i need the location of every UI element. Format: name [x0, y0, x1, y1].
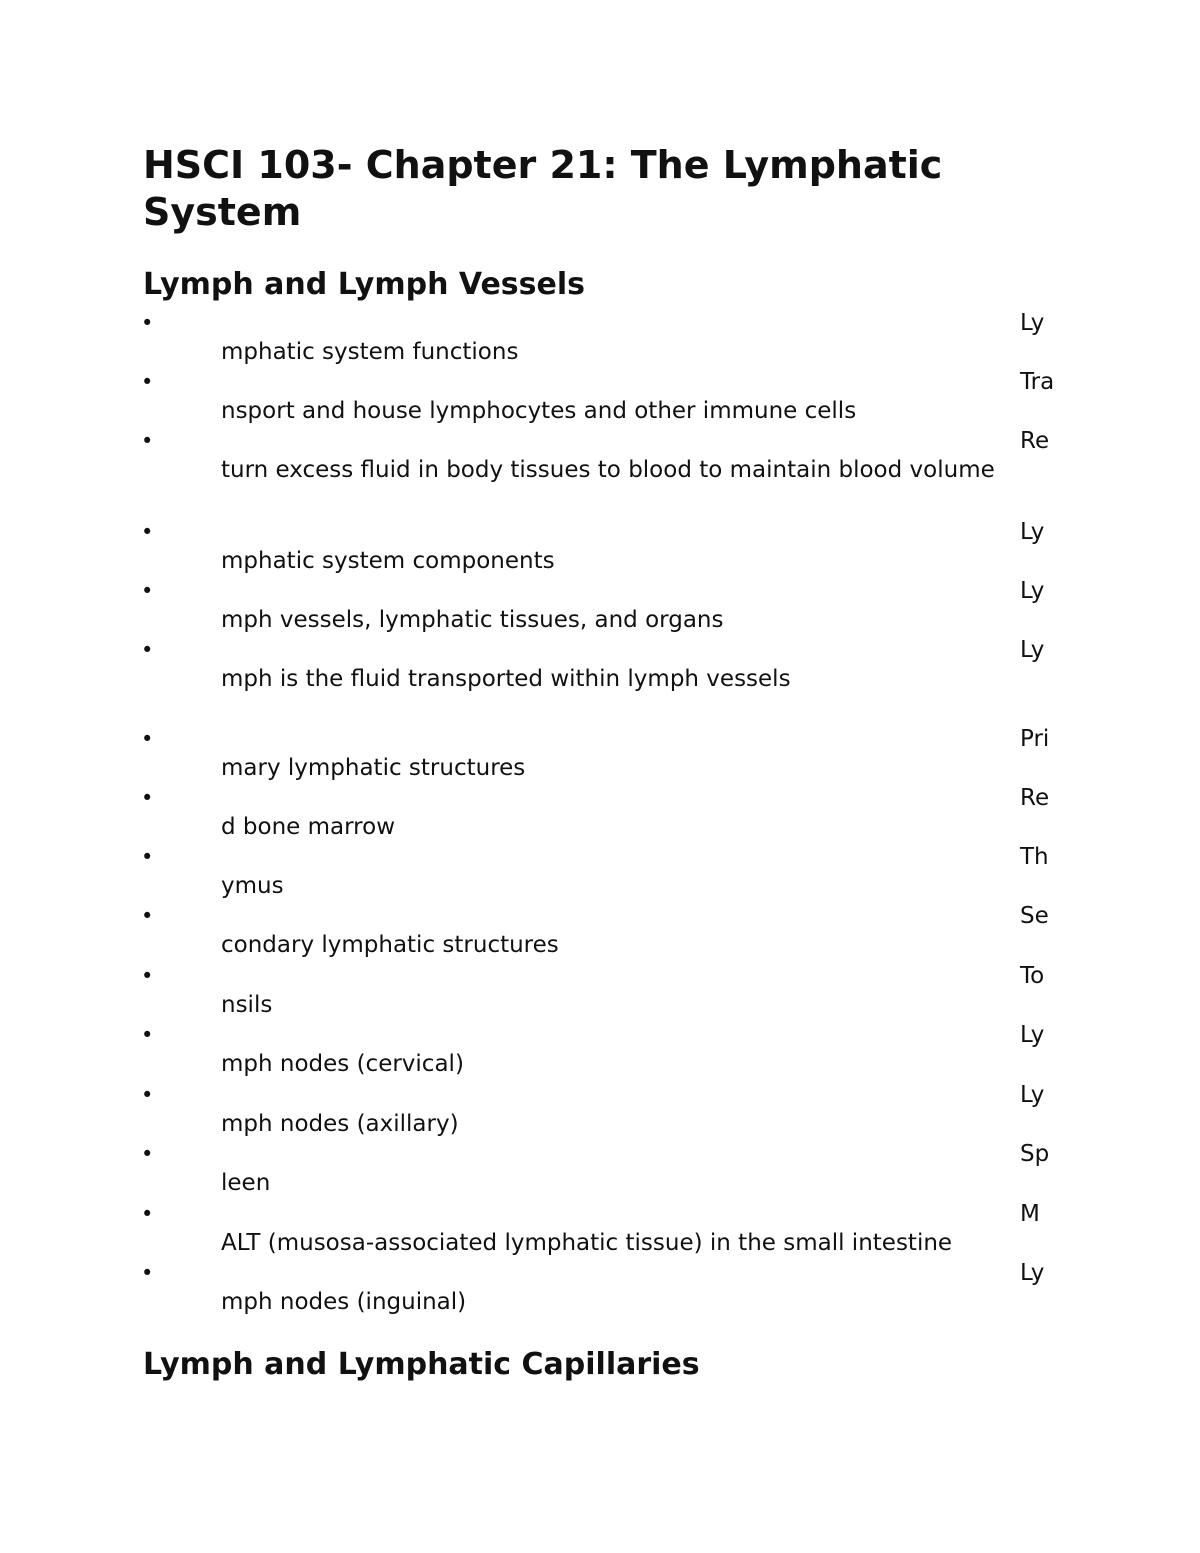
bullet-text-rest: mph nodes (axillary): [221, 1111, 459, 1137]
bullet-text-start: Ly: [1020, 1260, 1045, 1286]
bullet-text-start: Ly: [1020, 1082, 1045, 1108]
bullet-text-start: Ly: [1020, 1022, 1045, 1048]
bullet-text-rest: d bone marrow: [221, 814, 396, 840]
bullet-text-start: Se: [1020, 903, 1049, 929]
bullet-text-start: Ly: [1020, 578, 1045, 604]
bullet-icon: •: [141, 429, 154, 453]
bullet-icon: •: [141, 311, 154, 335]
bullet-icon: •: [141, 638, 154, 662]
bullet-text-rest: nsils: [221, 992, 273, 1018]
bullet-text-rest: mphatic system components: [221, 548, 555, 574]
bullet-text-rest: mph nodes (inguinal): [221, 1289, 467, 1315]
bullet-icon: •: [141, 1142, 154, 1166]
bullet-icon: •: [141, 520, 154, 544]
bullet-text-start: Pri: [1020, 726, 1050, 752]
bullet-text-rest: mary lymphatic structures: [221, 755, 526, 781]
bullet-text-rest: mphatic system functions: [221, 339, 519, 365]
bullet-text-rest: mph vessels, lymphatic tissues, and organs: [221, 607, 724, 633]
bullet-text-start: Ly: [1020, 637, 1045, 663]
bullet-text-rest: ymus: [221, 873, 284, 899]
bullet-text-rest: condary lymphatic structures: [221, 932, 559, 958]
bullet-text-start: M: [1020, 1201, 1040, 1227]
bullet-icon: •: [141, 579, 154, 603]
bullet-text-rest: mph nodes (cervical): [221, 1051, 464, 1077]
bullet-text-start: Ly: [1020, 310, 1045, 336]
bullet-text-rest: leen: [221, 1170, 271, 1196]
bullet-icon: •: [141, 1023, 154, 1047]
bullet-text-start: Sp: [1020, 1141, 1050, 1167]
bullet-text-start: Tra: [1020, 369, 1055, 395]
section-heading-lymphatic-capillaries: Lymph and Lymphatic Capillaries: [143, 1347, 700, 1382]
bullet-text-start: To: [1020, 963, 1045, 989]
bullet-icon: •: [141, 727, 154, 751]
bullet-icon: •: [141, 845, 154, 869]
section-heading-lymph-vessels: Lymph and Lymph Vessels: [143, 267, 585, 302]
bullet-text-start: Ly: [1020, 519, 1045, 545]
bullet-text-rest: mph is the fluid transported within lymph vessels: [221, 666, 791, 692]
bullet-icon: •: [141, 1202, 154, 1226]
bullet-icon: •: [141, 1261, 154, 1285]
bullet-text-start: Re: [1020, 428, 1050, 454]
bullet-icon: •: [141, 786, 154, 810]
bullet-icon: •: [141, 964, 154, 988]
bullet-icon: •: [141, 370, 154, 394]
bullet-text-rest: nsport and house lymphocytes and other immune cells: [221, 398, 857, 424]
bullet-icon: •: [141, 904, 154, 928]
bullet-text-rest: ALT (musosa-associated lymphatic tissue) in the small intestine: [221, 1230, 953, 1256]
bullet-text-rest: turn excess fluid in body tissues to blood to maintain blood volume: [221, 457, 995, 483]
document-title: HSCI 103- Chapter 21: The Lymphatic System: [143, 143, 943, 234]
bullet-text-start: Th: [1020, 844, 1049, 870]
bullet-icon: •: [141, 1083, 154, 1107]
bullet-text-start: Re: [1020, 785, 1050, 811]
